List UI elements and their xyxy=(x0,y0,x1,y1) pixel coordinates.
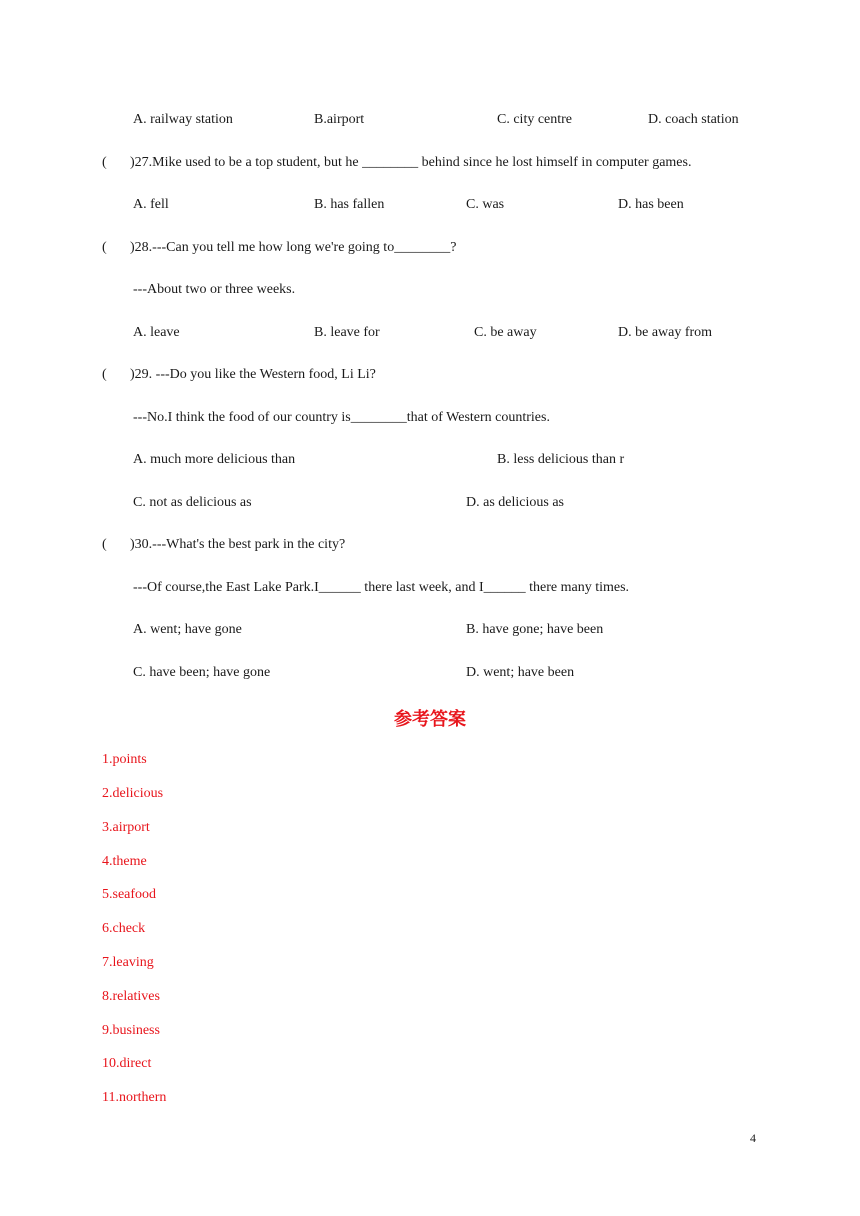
q28-option-a: A. leave xyxy=(133,325,180,340)
answer-item: 6.check xyxy=(102,921,146,936)
q28-option-c: C. be away xyxy=(474,325,537,340)
q26-option-a: A. railway station xyxy=(133,112,233,127)
q28-reply: ---About two or three weeks. xyxy=(133,282,296,297)
q29-paren: ( xyxy=(102,367,107,382)
answer-item: 1.points xyxy=(102,752,147,767)
q29-option-c: C. not as delicious as xyxy=(133,495,252,510)
q26-option-d: D. coach station xyxy=(648,112,739,127)
answer-item: 5.seafood xyxy=(102,887,157,902)
answer-item: 10.direct xyxy=(102,1056,152,1071)
q30-option-d: D. went; have been xyxy=(466,665,575,680)
q29-option-d: D. as delicious as xyxy=(466,495,564,510)
page-number: 4 xyxy=(750,1131,756,1145)
q27-option-b: B. has fallen xyxy=(314,197,385,212)
q27-paren: ( xyxy=(102,155,107,170)
q29-stem: )29. ---Do you like the Western food, Li Li? xyxy=(130,367,376,382)
answer-item: 3.airport xyxy=(102,820,150,835)
q27-option-d: D. has been xyxy=(618,197,684,212)
answer-item: 2.delicious xyxy=(102,786,164,801)
answer-item: 7.leaving xyxy=(102,955,154,970)
q27-option-c: C. was xyxy=(466,197,505,212)
q30-paren: ( xyxy=(102,537,107,552)
q27-stem: )27.Mike used to be a top student, but he ________ behind since he lost himself in computer games. xyxy=(130,155,692,170)
answer-item: 11.northern xyxy=(102,1090,167,1105)
q30-option-b: B. have gone; have been xyxy=(466,622,604,637)
q30-option-c: C. have been; have gone xyxy=(133,665,271,680)
q26-option-b: B.airport xyxy=(314,112,365,127)
q29-option-a: A. much more delicious than xyxy=(133,452,296,467)
q26-option-c: C. city centre xyxy=(497,112,573,127)
answer-item: 9.business xyxy=(102,1023,160,1038)
q29-option-b: B. less delicious than r xyxy=(497,452,625,467)
answer-item: 8.relatives xyxy=(102,989,160,1004)
q30-stem: )30.---What's the best park in the city? xyxy=(130,537,346,552)
q28-stem: )28.---Can you tell me how long we're going to________? xyxy=(130,240,457,255)
answer-item: 4.theme xyxy=(102,854,147,869)
q29-reply: ---No.I think the food of our country is________that of Western countries. xyxy=(133,410,550,425)
q27-option-a: A. fell xyxy=(133,197,169,212)
q30-reply: ---Of course,the East Lake Park.I______ there last week, and I______ there many times. xyxy=(133,580,630,595)
q28-paren: ( xyxy=(102,240,107,255)
q28-option-d: D. be away from xyxy=(618,325,713,340)
q30-option-a: A. went; have gone xyxy=(133,622,242,637)
q28-option-b: B. leave for xyxy=(314,325,380,340)
answer-key-title: 参考答案 xyxy=(394,709,466,729)
